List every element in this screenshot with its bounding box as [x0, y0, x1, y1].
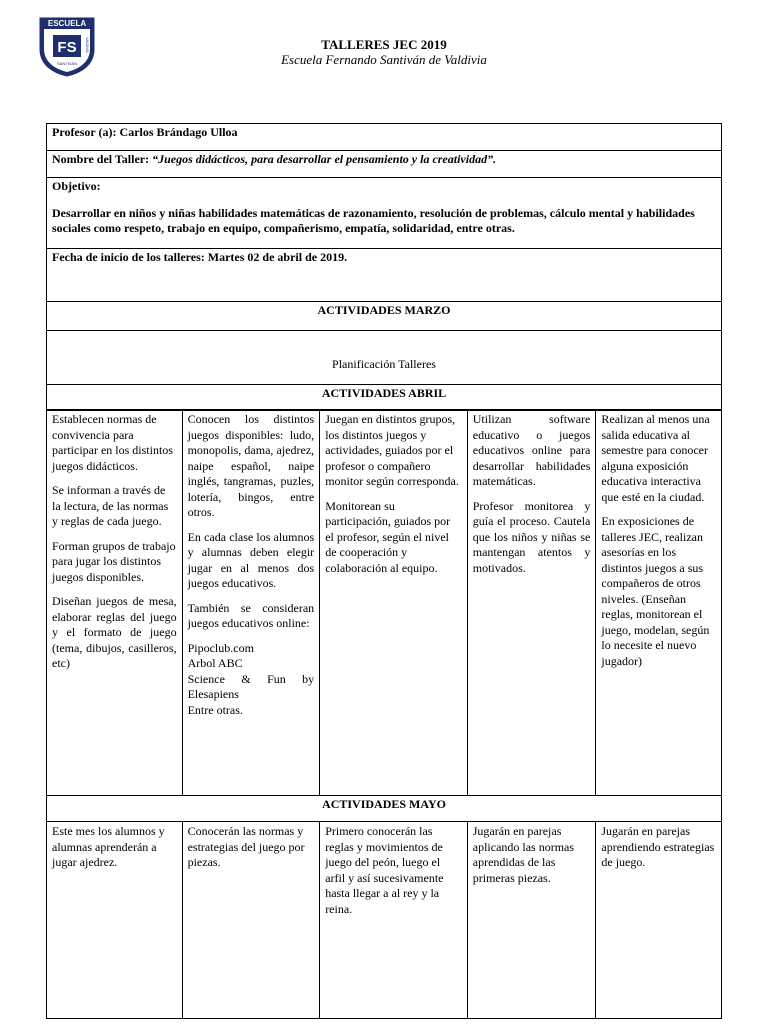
activities-grid [46, 409, 722, 1019]
abril-col3-p2: Monitorean su participación, guiados por el profesor, según el nivel de cooperación y colaboración al equipo. [325, 498, 451, 575]
info-table [46, 123, 722, 411]
abril-heading: ACTIVIDADES ABRIL [321, 386, 447, 400]
marzo-text: Planificación Talleres [332, 357, 436, 371]
mayo-activities-row [47, 822, 721, 1018]
marzo-heading-row [47, 302, 721, 331]
abril-col1-p2: Se informan a través de la lectura, de las normas y reglas de cada juego. [52, 483, 169, 528]
abril-col-5 [596, 410, 721, 795]
abril-col2-p2: En cada clase los alumnos y alumnas deben elegir jugar en al menos dos juegos educativos. [187, 529, 315, 590]
document-header [150, 37, 618, 67]
abril-col1-p1: Establecen normas de convivencia para participar en los distintos juegos didácticos. [52, 412, 173, 473]
abril-col-1 [47, 410, 183, 795]
abril-col-2 [183, 410, 321, 795]
abril-col1-p3: Forman grupos de trabajo para jugar los distintos juegos disponibles. [52, 538, 176, 584]
logo-left-text: FERNANDO [53, 35, 57, 55]
mayo-col1-text: Este mes los alumnos y alumnas aprenderán a jugar ajedrez. [52, 824, 165, 869]
abril-activities-row [47, 410, 721, 796]
logo-top-text: ESCUELA [47, 19, 87, 28]
site-item: Science & Fun by Elesapiens [187, 671, 315, 701]
site-item: Pipoclub.com [187, 640, 254, 655]
school-logo [37, 15, 97, 77]
mayo-col-3 [320, 822, 468, 1018]
objetivo-text: Desarrollar en niños y niñas habilidades matemáticas de razonamiento, resolución de problemas, cálculo mental y habilidades sociales como respeto, trabajo en equipo, compañerismo, empatía, solidaridad, entre otras. [52, 206, 695, 235]
logo-bottom-text: SANTIVÁN [56, 61, 78, 66]
abril-col-4 [468, 410, 597, 795]
abril-col-3 [320, 410, 468, 795]
marzo-row [47, 331, 721, 385]
nombre-label: Nombre del Taller: [52, 152, 153, 166]
mayo-col-5 [596, 822, 721, 1018]
objetivo-label: Objetivo: [52, 179, 101, 193]
profesor-text: Profesor (a): Carlos Brándago Ulloa [52, 125, 238, 139]
mayo-col4-text: Jugarán en parejas aplicando las normas aprendidas de las primeras piezas. [472, 824, 575, 885]
nombre-row [47, 151, 721, 178]
mayo-col-4 [468, 822, 597, 1018]
abril-col1-p4: Diseñan juegos de mesa, elaborar reglas del juego y el formato de juego (tema, dibujos, casilleros, etc) [52, 594, 177, 670]
marzo-heading: ACTIVIDADES MARZO [317, 303, 451, 317]
abril-col5-p1: Realizan al menos una salida educativa al semestre para conocer alguna exposición educativa interactiva que esté en la ciudad. [601, 412, 710, 504]
document-title: TALLERES JEC 2019 [321, 37, 447, 52]
site-item: Entre otras. [187, 702, 243, 717]
mayo-col3-text: Primero conocerán las reglas y movimientos de juego del peón, luego el arfil y así sucesivamente hasta llegar a al rey y la reina. [325, 824, 444, 916]
abril-heading-row [47, 385, 721, 411]
logo-letters: FS [57, 39, 77, 56]
abril-col2-sites [188, 641, 315, 719]
logo-right-text: VALDIVIA [85, 37, 89, 53]
mayo-col-2 [183, 822, 321, 1018]
abril-col5-p2: En exposiciones de talleres JEC, realizan asesorías en los distintos juegos a sus compañeros de otros niveles. (Enseñan reglas, monitorean el juego, modelan, según lo necesite el nuevo jugador) [601, 514, 710, 668]
abril-col3-p1: Juegan en distintos grupos, los distintos juegos y actividades, guiados por el profesor o compañero monitor según corresponda. [325, 412, 459, 488]
abril-col2-p3: También se consideran juegos educativos online: [187, 600, 315, 630]
mayo-col-1 [47, 822, 183, 1018]
mayo-col2-text: Conocerán las normas y estrategias del juego por piezas. [187, 824, 305, 869]
abril-col4-p1: Utilizan software educativo o juegos educativos online para desarrollar habilidades matemáticas. [472, 412, 591, 488]
objetivo-row [47, 178, 721, 249]
fecha-row [47, 249, 721, 302]
mayo-col5-text: Jugarán en parejas aprendiendo estrategias de juego. [601, 824, 715, 869]
profesor-row [47, 124, 721, 151]
fecha-text: Fecha de inicio de los talleres: Martes 02 de abril de 2019. [52, 250, 348, 264]
nombre-value: “Juegos didácticos, para desarrollar el pensamiento y la creatividad”. [152, 152, 497, 166]
document-subtitle: Escuela Fernando Santiván de Valdivia [281, 52, 487, 67]
site-item: Arbol ABC [187, 656, 243, 670]
mayo-heading: ACTIVIDADES MAYO [47, 796, 721, 822]
abril-col4-p2: Profesor monitorea y guía el proceso. Cautela que los niños y niñas se mantengan atentos y motivados. [472, 498, 591, 575]
abril-col2-p1: Conocen los distintos juegos disponibles: ludo, monopolis, dama, ajedrez, naipe español, naipe inglés, tangramas, puzles, lotería, bingos, entre otros. [187, 412, 315, 519]
